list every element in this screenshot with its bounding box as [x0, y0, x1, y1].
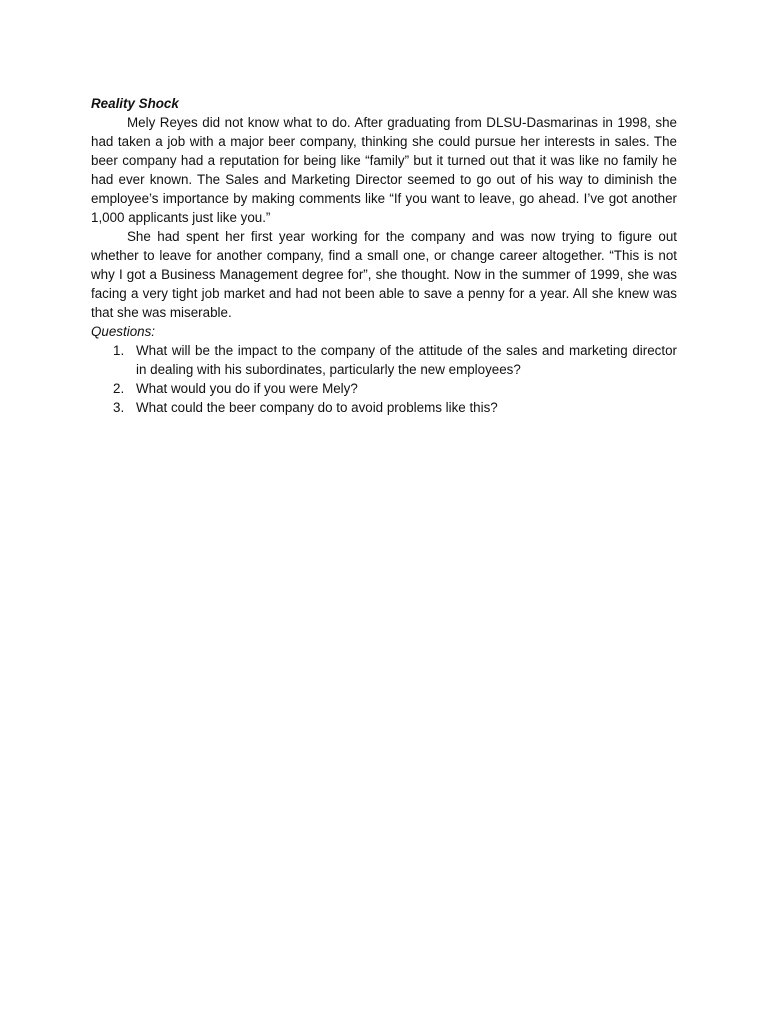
question-text: What could the beer company do to avoid problems like this? [136, 400, 498, 415]
case-title: Reality Shock [91, 96, 179, 111]
question-item [91, 398, 677, 417]
question-number: 3. [113, 400, 125, 415]
question-item [91, 341, 677, 379]
question-number: 2. [113, 381, 125, 396]
question-text: What will be the impact to the company of the attitude of the sales and marketing director in dealing with his subordinates, particularly the new employees? [136, 343, 677, 377]
question-number: 1. [113, 343, 125, 358]
paragraph-2: She had spent her first year working for the company and was now trying to figure out whether to leave for another company, find a small one, or change career altogether. “This is not why I got a Business Management degree for”, she thought. Now in the summer of 1999, she was facing a very tight job market and had not been able to save a penny for a year. All she knew was that she was miserable. [91, 229, 677, 320]
questions-list [91, 341, 677, 417]
document-body [91, 94, 677, 417]
questions-heading: Questions: [91, 324, 156, 339]
question-item [91, 379, 677, 398]
paragraph-1: Mely Reyes did not know what to do. After graduating from DLSU-Dasmarinas in 1998, she had taken a job with a major beer company, thinking she could pursue her interests in sales. The beer company had a reputation for being like “family” but it turned out that it was like no family he had ever known. The Sales and Marketing Director seemed to go out of his way to diminish the employee’s importance by making comments like “If you want to leave, go ahead. I’ve got another 1,000 applicants just like you.” [91, 115, 677, 225]
question-text: What would you do if you were Mely? [136, 381, 358, 396]
